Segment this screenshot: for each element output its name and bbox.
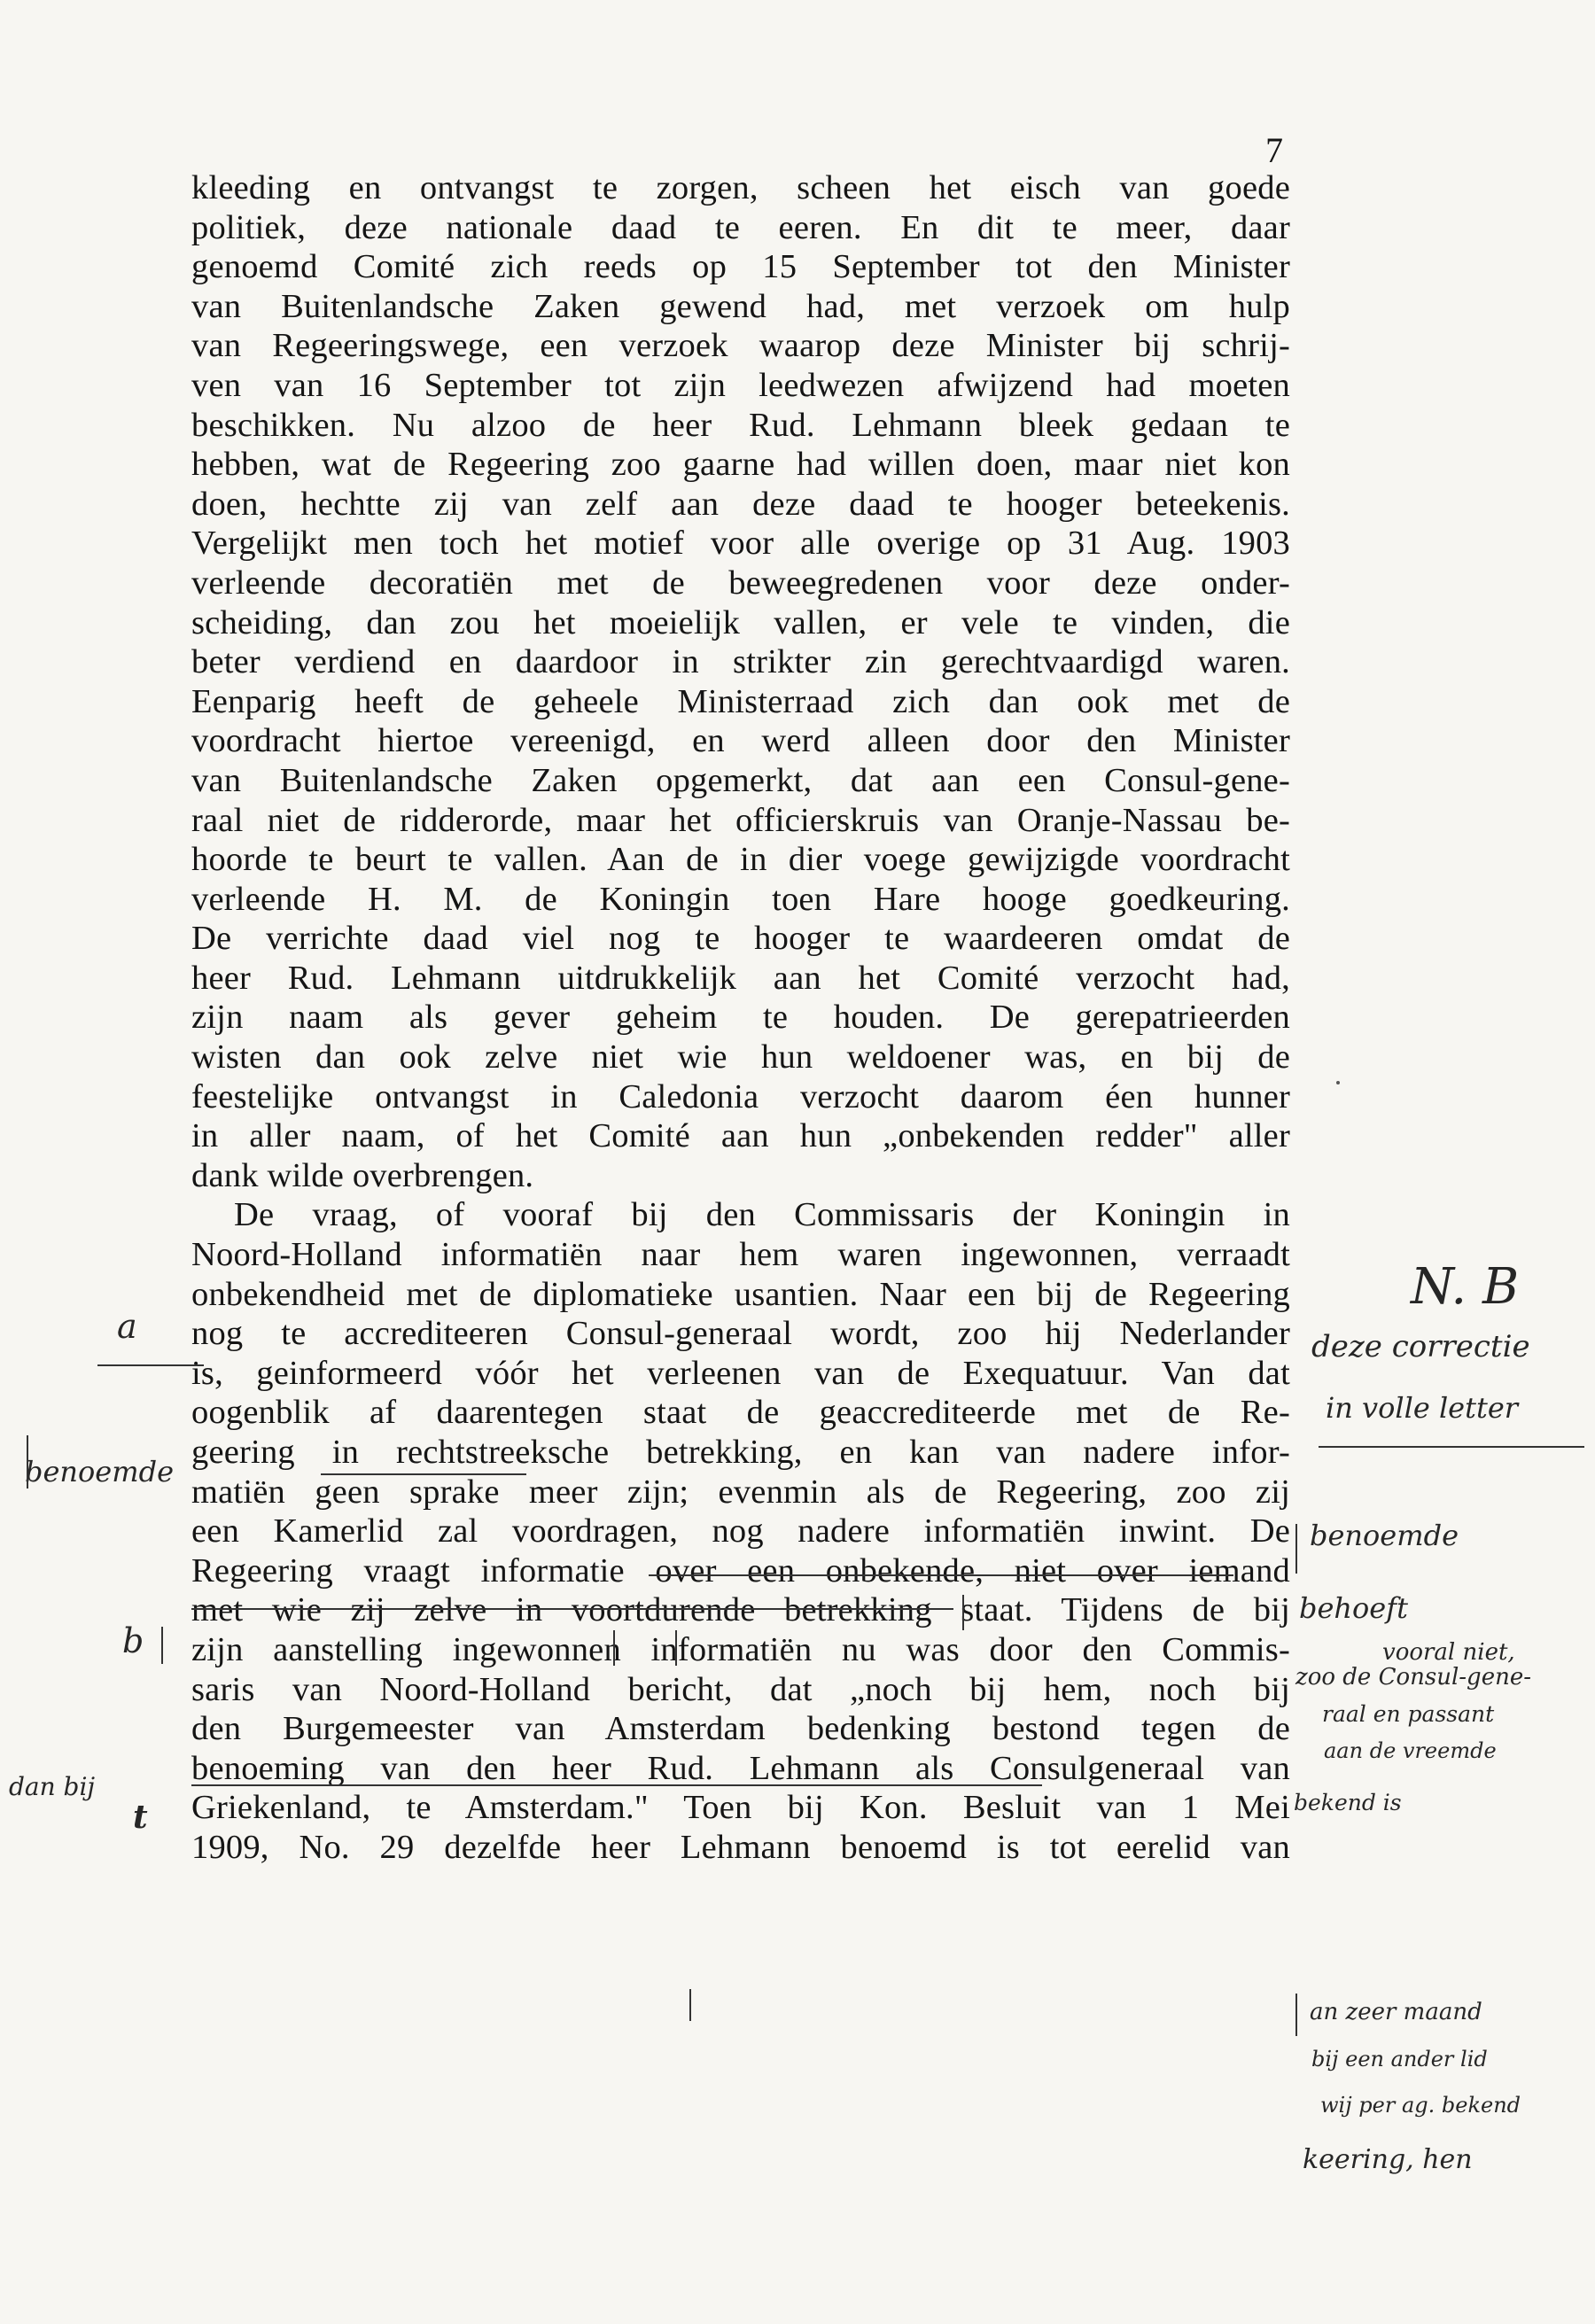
text-line: van Buitenlandsche Zaken opgemerkt, dat aan een Consul-gene- [191,761,1290,799]
text-line: van Buitenlandsche Zaken gewend had, met verzoek om hulp [191,287,1290,325]
margin-note-a: a [117,1307,137,1346]
text-line: kleeding en ontvangst te zorgen, scheen het eisch van goede [191,169,1290,206]
margin-note-dan-bij: dan bij [9,1772,96,1801]
margin-rule-right [1319,1446,1584,1448]
margin-note-line: aan de vreemde [1324,1738,1497,1763]
margin-note-line: raal en passant [1322,1701,1495,1727]
text-line: genoemd Comité zich reeds op 15 September tot den Minister [191,248,1290,286]
text-line: De verrichte daad viel nog te hooger te waardeeren omdat de [191,920,1290,958]
margin-note-line: bekend is [1294,1790,1402,1815]
text-line: den Burgemeester van Amsterdam bedenking bestond tegen de [191,1710,1290,1748]
text-line: matiën geen sprake meer zijn; evenmin als de Regeering, zoo zij [191,1473,1290,1511]
margin-note-line: behoeft [1299,1591,1408,1625]
margin-note-t: t [133,1799,148,1836]
text-line: een Kamerlid zal voordragen, nog nadere informatiën inwint. De [191,1512,1290,1551]
strike-accrediteeren [321,1473,526,1475]
margin-note-line: keering, hen [1303,2144,1473,2175]
text-line: Eenparig heeft de geheele Ministerraad zich dan ook met de [191,682,1290,720]
text-line: saris van Noord-Holland bericht, dat „noch bij hem, noch bij [191,1670,1290,1708]
text-line: oogenblik af daarentegen staat de geaccrediteerde met de Re- [191,1394,1290,1432]
margin-note-b: b [122,1621,144,1660]
text-line: hebben, wat de Regeering zoo gaarne had willen doen, maar niet kon [191,446,1290,484]
strike-met-wie-zij-zelve [191,1784,1042,1786]
text-line: scheiding, dan zou het moeielijk vallen, er vele te vinden, die [191,603,1290,641]
margin-note-line: deze correctie [1311,1329,1530,1364]
text-line: dank wilde overbrengen. [191,1156,534,1194]
strike-geering-in-rechtstreeksche [191,1608,953,1610]
strike-staat-de-geaccrediteerde [649,1574,1233,1576]
insertion-mark [613,1630,615,1666]
margin-note-line: benoemde [1310,1519,1459,1552]
text-line: raal niet de ridderorde, maar het officierskruis van Oranje-Nassau be- [191,801,1290,839]
margin-bracket [27,1435,28,1488]
margin-note-line: bij een ander lid [1311,2047,1488,2071]
text-line: beschikken. Nu alzoo de heer Rud. Lehmann bleek gedaan te [191,406,1290,444]
text-line: in aller naam, of het Comité aan hun „onbekenden redder" aller [191,1117,1290,1155]
text-line: wisten dan ook zelve niet wie hun weldoener was, en bij de [191,1038,1290,1077]
text-line: Griekenland, te Amsterdam." Toen bij Kon. Besluit van 1 Mei [191,1789,1290,1827]
text-line: Regeering vraagt informatie over een onbekende, niet over iemand [191,1551,1290,1589]
text-line: zijn aanstelling ingewonnen informatiën nu was door den Commis- [191,1630,1290,1668]
insertion-mark [675,1630,677,1666]
text-line: onbekendheid met de diplomatieke usantien. Naar een bij de Regeering [191,1275,1290,1313]
margin-note-line: wij per ag. bekend [1320,2093,1521,2118]
text-line: politiek, deze nationale daad te eeren. En dit te meer, daar [191,208,1290,246]
margin-bracket [1295,1994,1297,2036]
text-line: met wie zij zelve in voortdurende betrekking staat. Tijdens de bij [191,1591,1290,1629]
text-line: is, geinformeerd vóór het verleenen van de Exequatuur. Van dat [191,1354,1290,1392]
text-line: 1909, No. 29 dezelfde heer Lehmann benoemd is tot eerelid van [191,1828,1290,1866]
margin-note-line: in volle letter [1326,1391,1519,1425]
text-line: feestelijke ontvangst in Caledonia verzocht daarom éen hunner [191,1077,1290,1115]
text-line: voordracht hiertoe vereenigd, en werd alleen door den Minister [191,722,1290,760]
text-line: van Regeeringswege, een verzoek waarop deze Minister bij schrij- [191,327,1290,365]
text-line: doen, hechtte zij van zelf aan deze daad te hooger beteekenis. [191,485,1290,523]
insertion-mark [962,1595,964,1630]
text-line: beter verdiend en daardoor in strikter zin gerechtvaardigd waren. [191,643,1290,681]
margin-note-line: zoo de Consul-gene- [1295,1664,1531,1691]
insertion-mark [689,1989,691,2021]
text-line: hoorde te beurt te vallen. Aan de in dier voege gewijzigde voordracht [191,841,1290,879]
text-line: Noord-Holland informatiën naar hem waren ingewonnen, verraadt [191,1236,1290,1274]
text-line: ven van 16 September tot zijn leedwezen afwijzend had moeten [191,366,1290,404]
margin-rule-a [97,1364,204,1366]
page-number: 7 [1265,130,1283,170]
text-line: zijn naam als gever geheim te houden. De gerepatrieerden [191,999,1290,1037]
text-line: verleende decoratiën met de beweegredenen voor deze onder- [191,564,1290,602]
margin-note-line: an zeer maand [1310,1999,1482,2025]
text-line: geering in rechtstreeksche betrekking, en kan van nadere infor- [191,1434,1290,1471]
body-text [191,168,1290,1868]
text-line: De vraag, of vooraf bij den Commissaris der Koningin in [234,1196,1290,1234]
margin-dot [1336,1081,1340,1084]
margin-note-nb: N. B [1411,1258,1520,1316]
margin-bracket [161,1627,163,1664]
margin-note-line: vooral niet, [1382,1639,1515,1666]
text-line: nog te accrediteeren Consul-generaal wordt, zoo hij Nederlander [191,1315,1290,1353]
margin-bracket [1295,1524,1297,1574]
text-line: Vergelijkt men toch het motief voor alle overige op 31 Aug. 1903 [191,525,1290,563]
text-line: heer Rud. Lehmann uitdrukkelijk aan het Comité verzocht had, [191,959,1290,997]
text-line: verleende H. M. de Koningin toen Hare hooge goedkeuring. [191,880,1290,918]
margin-note-benoemde: benoemde [25,1455,174,1488]
text-line: benoeming van den heer Rud. Lehmann als Consulgeneraal van [191,1749,1290,1787]
